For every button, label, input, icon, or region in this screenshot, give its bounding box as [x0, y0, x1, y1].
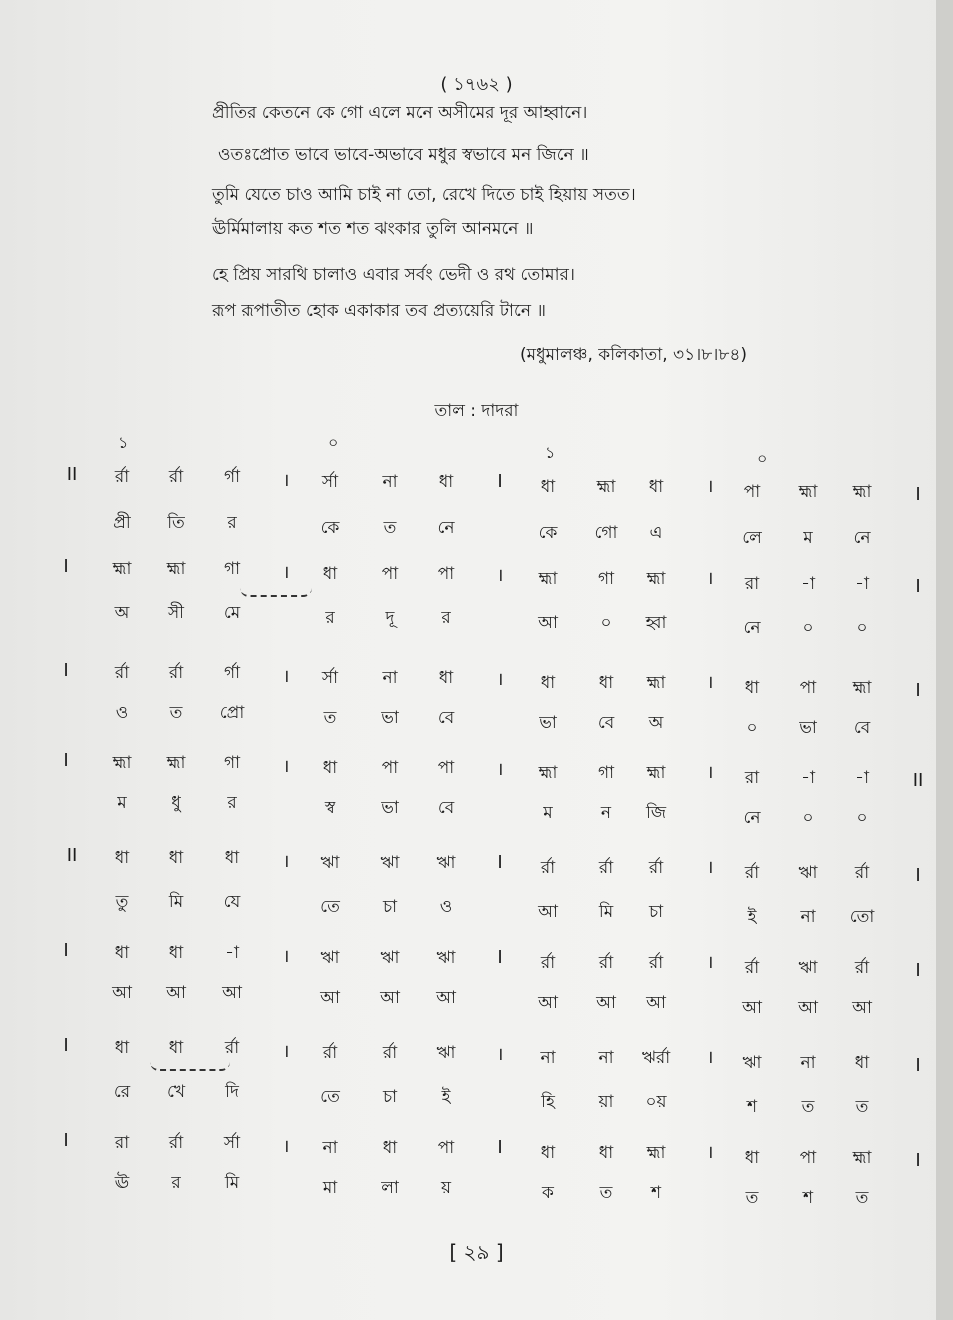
lyric-syllable: মি	[224, 1173, 240, 1193]
lyric-syllable: য়া	[598, 1092, 614, 1112]
lyric-syllable: র	[325, 608, 335, 628]
lyric-syllable: কে	[538, 523, 558, 543]
lyric-syllable: সী	[167, 603, 185, 623]
lyric-line-6: রূপ রূপাতীত হোক একাকার তব প্রত্যয়েরি টানে ॥	[212, 301, 546, 321]
swara-note: পা	[381, 758, 399, 778]
swara-note: র্রা	[114, 663, 130, 683]
lyric-syllable: র	[227, 793, 237, 813]
lyric-syllable: আ	[798, 998, 818, 1018]
swara-note: হ্মা	[646, 673, 666, 693]
row-end-barline: II	[912, 770, 924, 791]
barline: ।	[706, 857, 714, 878]
lyric-syllable: অ	[648, 713, 664, 733]
lyric-syllable: হি	[541, 1092, 555, 1112]
swara-note: ধা	[598, 673, 614, 693]
lyric-syllable: ম	[803, 528, 813, 548]
row-end-barline: I	[915, 960, 921, 981]
swara-note: ধা	[382, 1138, 398, 1158]
lyric-syllable: শ	[746, 1097, 758, 1117]
swara-note: হ্মা	[852, 678, 872, 698]
lyric-syllable: যে	[223, 892, 241, 912]
swara-note: হ্মা	[166, 753, 186, 773]
lyric-line-4: ঊর্মিমালায় কত শত শত ঝংকার তুলি আনমনে ॥	[212, 219, 534, 239]
lyric-syllable: ভা	[799, 718, 817, 738]
swara-note: গা	[597, 569, 615, 589]
beat-mark-2: ০	[328, 433, 339, 452]
swara-note: ঋা	[436, 948, 456, 968]
swara-note: ঋা	[798, 958, 818, 978]
lyric-syllable: তে	[320, 1087, 340, 1107]
swara-note: র্রা	[854, 958, 870, 978]
swara-note: ধা	[540, 673, 556, 693]
swara-note: ঋা	[742, 1053, 762, 1073]
lyric-syllable: ভা	[539, 713, 557, 733]
lyric-line-1: প্রীতির কেতনে কে গো এলে মনে অসীমের দূর আহ্বানে।	[212, 103, 588, 123]
swara-note: র্রা	[224, 1038, 240, 1058]
swara-note: ধা	[114, 1038, 130, 1058]
lyric-syllable: দি	[225, 1082, 239, 1102]
swara-note: র্রা	[854, 863, 870, 883]
swara-note: রা	[114, 1133, 130, 1153]
swara-note: -া	[801, 768, 815, 788]
lyric-syllable: ও	[439, 897, 453, 917]
lyric-syllable: ত	[383, 518, 397, 538]
lyric-syllable: ত	[323, 708, 337, 728]
row-end-barline: I	[915, 576, 921, 597]
swara-note: না	[382, 668, 398, 688]
swara-note: -া	[855, 574, 869, 594]
swara-note: পা	[743, 482, 761, 502]
swara-note: -া	[225, 943, 239, 963]
lyric-syllable: না	[800, 907, 816, 927]
lyric-syllable: বে	[437, 798, 455, 818]
swara-note: ধা	[438, 472, 454, 492]
lyric-syllable: জি	[645, 803, 667, 823]
swara-note: ঋা	[380, 948, 400, 968]
barline: ।	[496, 1044, 504, 1065]
lyric-syllable: মি	[168, 892, 184, 912]
lyric-syllable: ০	[746, 718, 758, 738]
swara-note: ধা	[114, 848, 130, 868]
lyric-syllable: আ	[852, 998, 872, 1018]
barline: ।	[282, 470, 290, 491]
lyric-syllable: শ	[802, 1188, 814, 1208]
swara-note: র্রা	[540, 953, 556, 973]
lyric-syllable: আ	[112, 983, 132, 1003]
lyric-syllable: অ	[114, 603, 130, 623]
swara-note: ঋা	[320, 853, 340, 873]
swara-note: হ্মা	[538, 763, 558, 783]
barline: ।	[706, 952, 714, 973]
swara-note: হ্মা	[798, 482, 818, 502]
barline: I	[497, 947, 503, 968]
lyric-syllable: ক	[542, 1183, 554, 1203]
lyric-syllable: স্ব	[324, 798, 336, 818]
lyric-syllable: আ	[320, 988, 340, 1008]
swara-note: র্সা	[321, 472, 339, 492]
barline: ।	[282, 756, 290, 777]
lyric-syllable: ত	[855, 1188, 869, 1208]
swara-note: ধা	[744, 1148, 760, 1168]
lyric-line-2: ওতঃপ্রোত ভাবে ভাবে-অভাবে মধুর স্বভাবে মন জিনে ॥	[218, 145, 589, 165]
lyric-syllable: লা	[381, 1178, 399, 1198]
swara-note: র্রা	[168, 663, 184, 683]
swara-note: গা	[223, 753, 241, 773]
swara-note: পা	[381, 564, 399, 584]
swara-note: ধা	[648, 477, 664, 497]
lyric-syllable: মি	[598, 902, 614, 922]
swara-note: র্রা	[322, 1043, 338, 1063]
barline: I	[497, 471, 503, 492]
swara-note: -া	[801, 574, 815, 594]
swara-note: হ্মা	[112, 559, 132, 579]
lyric-line-5: হে প্রিয় সারথি চালাও এবার সর্বং ভেদী ও রথ তোমার।	[212, 265, 575, 285]
lyric-syllable: ০	[856, 618, 868, 638]
lyric-syllable: ত	[169, 703, 183, 723]
composition-credit: (মধুমালঞ্চ, কলিকাতা, ৩১।৮।৮৪)	[520, 345, 748, 365]
lyric-syllable: তো	[849, 907, 875, 927]
swara-note: ধা	[114, 943, 130, 963]
lyric-syllable: খে	[166, 1082, 186, 1102]
swara-note: ধা	[224, 848, 240, 868]
lyric-syllable: ত	[745, 1188, 759, 1208]
lyric-syllable: আ	[742, 998, 762, 1018]
beat-mark-3: ১	[545, 443, 556, 462]
beat-mark-4: ০	[757, 449, 768, 468]
tala-heading: তাল : দাদরা	[434, 401, 519, 421]
lyric-syllable: ধু	[171, 793, 181, 813]
barline: ।	[706, 568, 714, 589]
row-end-barline: I	[915, 865, 921, 886]
barline: I	[497, 1137, 503, 1158]
swara-note: র্গা	[223, 663, 241, 683]
barline: ।	[282, 946, 290, 967]
barline: ।	[282, 562, 290, 583]
lyric-syllable: এ	[649, 523, 663, 543]
barline: ।	[706, 476, 714, 497]
swara-note: না	[322, 1138, 338, 1158]
page-edge	[940, 0, 953, 1320]
barline: ।	[706, 762, 714, 783]
swara-note: র্রা	[744, 958, 760, 978]
swara-note: র্সা	[223, 1133, 241, 1153]
lyric-syllable: গো	[594, 523, 618, 543]
swara-note: পা	[437, 758, 455, 778]
row-start-barline: I	[63, 940, 69, 961]
lyric-syllable: নে	[743, 618, 761, 638]
swara-note: ধা	[540, 477, 556, 497]
swara-note: ঋর্রা	[641, 1048, 671, 1068]
barline: ।	[282, 851, 290, 872]
lyric-syllable: নে	[743, 808, 761, 828]
lyric-syllable: ঊ	[114, 1173, 130, 1193]
swara-note: র্রা	[648, 858, 664, 878]
swara-note: হ্মা	[646, 763, 666, 783]
swara-note: গা	[223, 559, 241, 579]
footer-page-number: [ ২৯ ]	[449, 1240, 504, 1264]
lyric-syllable: মা	[322, 1178, 338, 1198]
lyric-syllable: ই	[441, 1087, 451, 1107]
row-start-barline: I	[63, 1035, 69, 1056]
swara-note: না	[540, 1048, 556, 1068]
swara-note: ধা	[744, 678, 760, 698]
barline: ।	[706, 672, 714, 693]
barline: ।	[282, 1041, 290, 1062]
swara-note: র্রা	[114, 467, 130, 487]
lyric-syllable: বে	[853, 718, 871, 738]
row-start-barline: II	[66, 845, 78, 866]
barline: ।	[706, 1047, 714, 1068]
swara-note: হ্মা	[646, 1143, 666, 1163]
swara-note: রা	[744, 768, 760, 788]
swara-note: হ্মা	[596, 477, 616, 497]
lyric-syllable: ম	[117, 793, 127, 813]
lyric-syllable: বে	[437, 708, 455, 728]
lyric-syllable: য়	[440, 1178, 452, 1198]
swara-note: ঋা	[436, 1043, 456, 1063]
row-start-barline: I	[63, 660, 69, 681]
barline: I	[497, 852, 503, 873]
lyric-syllable: ই	[747, 907, 757, 927]
song-number: ( ১৭৬২ )	[440, 74, 513, 95]
lyric-syllable: লে	[742, 528, 762, 548]
barline: ।	[496, 565, 504, 586]
lyric-syllable: আ	[596, 993, 616, 1013]
lyric-syllable: চা	[382, 897, 398, 917]
swara-note: ধা	[322, 564, 338, 584]
swara-note: হ্মা	[166, 559, 186, 579]
lyric-syllable: ০	[856, 808, 868, 828]
swara-note: র্রা	[382, 1043, 398, 1063]
lyric-syllable: র	[441, 608, 451, 628]
swara-note: র্গা	[223, 467, 241, 487]
swara-note: ঋা	[798, 863, 818, 883]
lyric-syllable: ভা	[381, 708, 399, 728]
lyric-syllable: চা	[382, 1087, 398, 1107]
swara-note: না	[598, 1048, 614, 1068]
lyric-syllable: ম	[543, 803, 553, 823]
lyric-syllable: নে	[853, 528, 871, 548]
swara-note: ধা	[168, 1038, 184, 1058]
lyric-syllable: ন	[600, 803, 612, 823]
lyric-syllable: আ	[538, 902, 558, 922]
swara-note: পা	[799, 1148, 817, 1168]
swara-note: র্রা	[540, 858, 556, 878]
swara-note: ঋা	[380, 853, 400, 873]
swara-note: র্সা	[321, 668, 339, 688]
swara-note: হ্মা	[646, 569, 666, 589]
beat-mark-1: ১	[118, 433, 129, 452]
swara-note: পা	[437, 564, 455, 584]
row-start-barline: I	[63, 556, 69, 577]
lyric-syllable: ভা	[381, 798, 399, 818]
swara-note: র্রা	[648, 953, 664, 973]
slur-mark	[240, 588, 312, 597]
barline: ।	[496, 759, 504, 780]
lyric-syllable: আ	[538, 613, 558, 633]
lyric-syllable: রে	[113, 1082, 131, 1102]
row-end-barline: I	[915, 484, 921, 505]
row-end-barline: I	[915, 680, 921, 701]
lyric-syllable: ০	[802, 618, 814, 638]
swara-note: ঋা	[436, 853, 456, 873]
lyric-syllable: দূ	[385, 608, 395, 628]
lyric-syllable: শ	[650, 1183, 662, 1203]
swara-note: -া	[855, 768, 869, 788]
row-start-barline: I	[63, 1130, 69, 1151]
lyric-line-3: তুমি যেতে চাও আমি চাই না তো, রেখে দিতে চাই হিয়ায় সতত।	[212, 185, 636, 205]
swara-note: ধা	[438, 668, 454, 688]
swara-note: র্রা	[168, 467, 184, 487]
lyric-syllable: আ	[646, 993, 666, 1013]
barline: ।	[282, 1136, 290, 1157]
swara-note: ধা	[540, 1143, 556, 1163]
lyric-syllable: র	[171, 1173, 181, 1193]
lyric-syllable: তে	[320, 897, 340, 917]
swara-note: র্রা	[168, 1133, 184, 1153]
swara-note: না	[800, 1053, 816, 1073]
swara-note: ধা	[168, 848, 184, 868]
lyric-syllable: প্রো	[219, 703, 245, 723]
lyric-syllable: আ	[538, 993, 558, 1013]
swara-note: গা	[597, 763, 615, 783]
lyric-syllable: ত	[855, 1097, 869, 1117]
lyric-syllable: ০	[600, 613, 612, 633]
swara-note: ধা	[598, 1143, 614, 1163]
swara-note: পা	[799, 678, 817, 698]
swara-note: হ্মা	[112, 753, 132, 773]
lyric-syllable: ত	[599, 1183, 613, 1203]
lyric-syllable: চা	[648, 902, 664, 922]
row-start-barline: I	[63, 750, 69, 771]
swara-note: হ্মা	[852, 1148, 872, 1168]
lyric-syllable: তি	[167, 513, 185, 533]
swara-note: র্রা	[598, 953, 614, 973]
swara-note: হ্মা	[852, 482, 872, 502]
lyric-syllable: ত	[801, 1097, 815, 1117]
swara-note: রা	[744, 574, 760, 594]
lyric-syllable: বে	[597, 713, 615, 733]
lyric-syllable: তু	[115, 892, 129, 912]
lyric-syllable: হ্বা	[645, 613, 667, 633]
row-end-barline: I	[915, 1055, 921, 1076]
swara-note: ঋা	[320, 948, 340, 968]
lyric-syllable: কে	[320, 518, 340, 538]
lyric-syllable: মে	[223, 603, 241, 623]
lyric-syllable: আ	[166, 983, 186, 1003]
lyric-syllable: আ	[380, 988, 400, 1008]
swara-note: না	[382, 472, 398, 492]
slur-mark	[150, 1062, 230, 1071]
row-end-barline: I	[915, 1150, 921, 1171]
lyric-syllable: র	[227, 513, 237, 533]
lyric-syllable: প্রী	[113, 513, 131, 533]
lyric-syllable: আ	[436, 988, 456, 1008]
swara-note: পা	[437, 1138, 455, 1158]
barline: ।	[706, 1142, 714, 1163]
swara-note: ধা	[854, 1053, 870, 1073]
row-start-barline: II	[66, 464, 78, 485]
swara-note: ধা	[322, 758, 338, 778]
lyric-syllable: আ	[222, 983, 242, 1003]
swara-note: র্রা	[598, 858, 614, 878]
barline: ।	[496, 669, 504, 690]
lyric-syllable: ও	[115, 703, 129, 723]
swara-note: হ্মা	[538, 569, 558, 589]
barline: ।	[282, 666, 290, 687]
lyric-syllable: নে	[437, 518, 455, 538]
swara-note: র্রা	[744, 863, 760, 883]
swara-note: ধা	[168, 943, 184, 963]
lyric-syllable: ০	[802, 808, 814, 828]
lyric-syllable: ০য়	[645, 1092, 667, 1112]
